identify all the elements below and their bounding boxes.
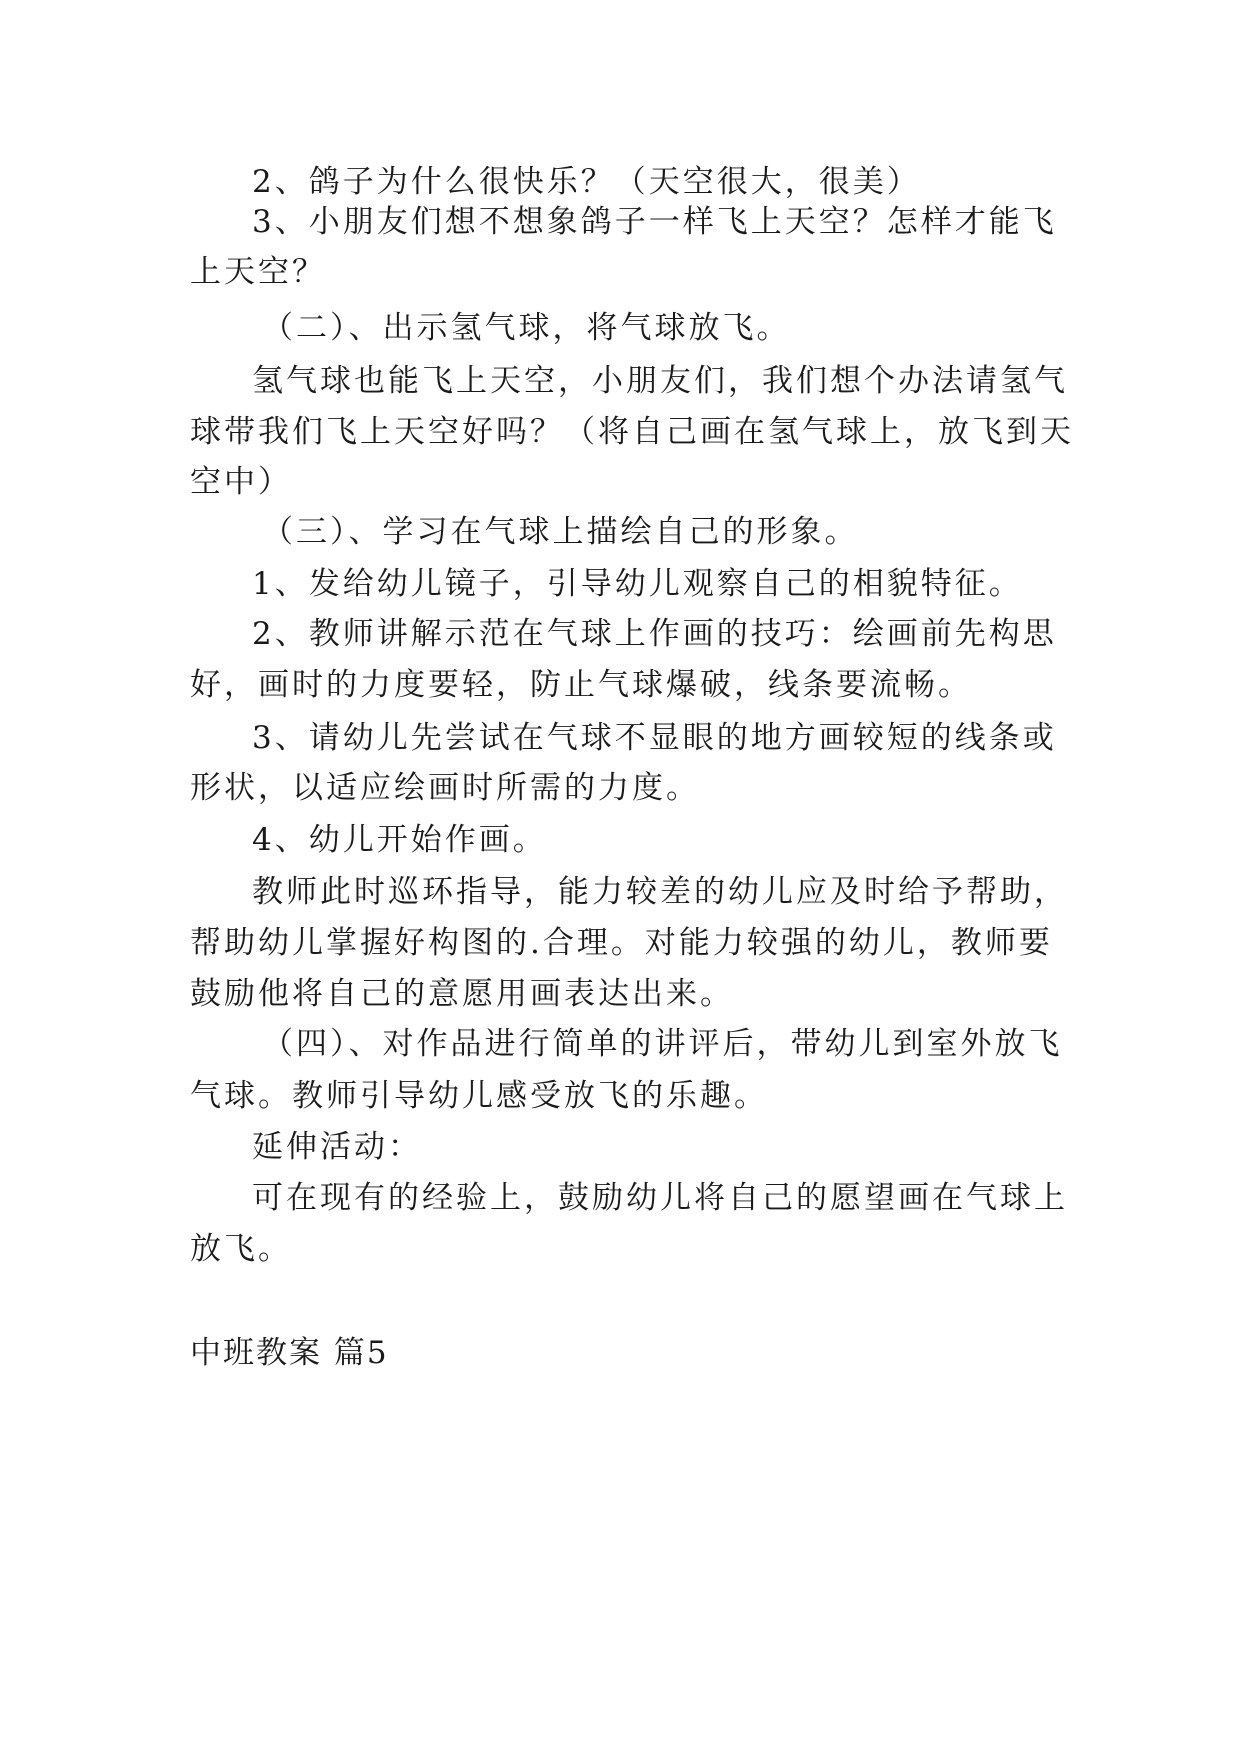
paragraph-line: 1、发给幼儿镜子，引导幼儿观察自己的相貌特征。	[252, 566, 1023, 602]
paragraph-line: 空中）	[190, 464, 292, 500]
paragraph-line: 延伸活动：	[252, 1129, 422, 1165]
paragraph-line: 鼓励他将自己的意愿用画表达出来。	[190, 976, 734, 1012]
paragraph-line: 放飞。	[190, 1231, 292, 1267]
paragraph-line: 形状，以适应绘画时所需的力度。	[190, 770, 700, 806]
paragraph-line: 氢气球也能飞上天空，小朋友们，我们想个办法请氢气	[252, 363, 1068, 399]
paragraph-line: （二）、出示氢气球，将气球放飞。	[262, 310, 791, 346]
paragraph-line: 上天空？	[190, 254, 326, 290]
paragraph-line: 好，画时的力度要轻，防止气球爆破，线条要流畅。	[190, 667, 972, 703]
paragraph-line: 可在现有的经验上，鼓励幼儿将自己的愿望画在气球上	[252, 1180, 1068, 1216]
paragraph-line: 4、幼儿开始作画。	[252, 822, 547, 858]
paragraph-line: 帮助幼儿掌握好构图的.合理。对能力较强的幼儿，教师要	[190, 925, 1053, 961]
paragraph-line: 球带我们飞上天空好吗？（将自己画在氢气球上，放飞到天	[190, 414, 1074, 450]
paragraph-line: 3、请幼儿先尝试在气球不显眼的地方画较短的线条或	[252, 720, 1057, 756]
paragraph-line: 3、小朋友们想不想象鸽子一样飞上天空？怎样才能飞	[252, 204, 1057, 240]
paragraph-line: 2、鸽子为什么很快乐？（天空很大，很美）	[252, 164, 921, 200]
paragraph-line: 2、教师讲解示范在气球上作画的技巧：绘画前先构思	[252, 616, 1057, 652]
paragraph-line: （三）、学习在气球上描绘自己的形象。	[262, 514, 859, 550]
paragraph-line: （四）、对作品进行简单的讲评后，带幼儿到室外放飞	[262, 1026, 1063, 1062]
paragraph-line: 气球。教师引导幼儿感受放飞的乐趣。	[190, 1078, 768, 1114]
section-heading: 中班教案 篇5	[190, 1335, 389, 1371]
paragraph-line: 教师此时巡环指导，能力较差的幼儿应及时给予帮助，	[252, 874, 1068, 910]
